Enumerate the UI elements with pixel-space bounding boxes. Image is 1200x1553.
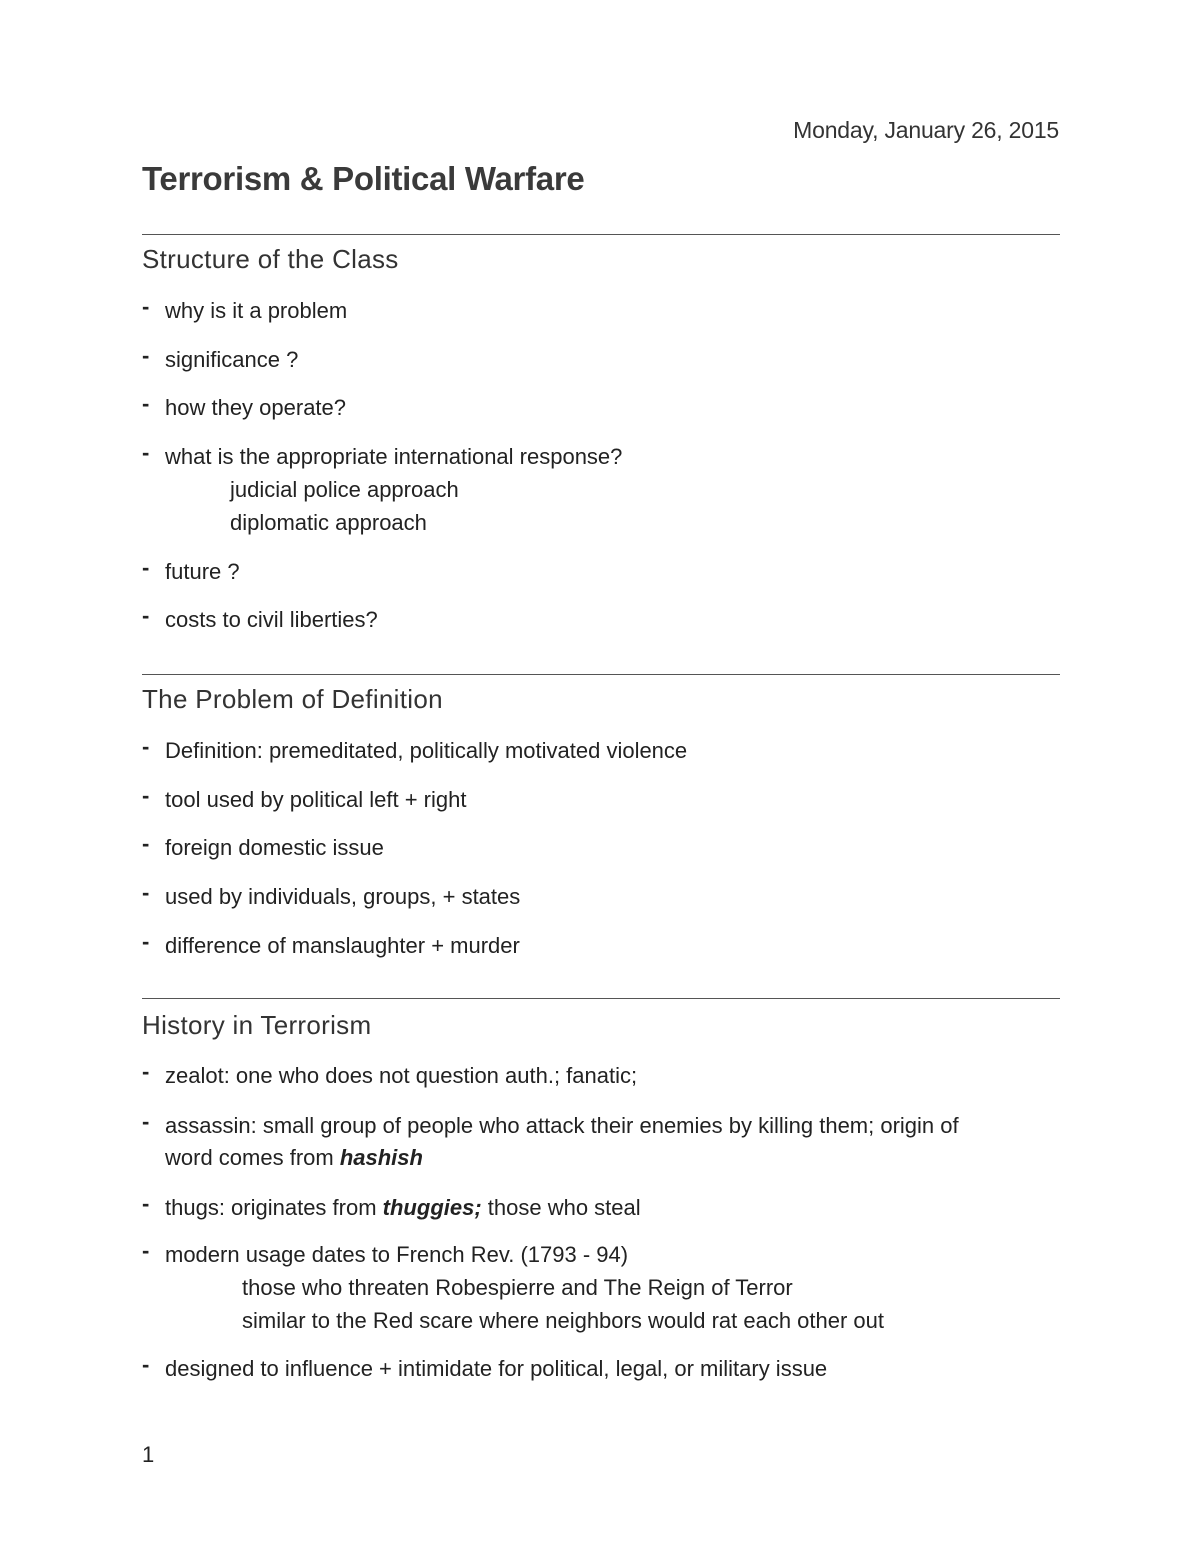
bullet-dash-icon: - [142, 343, 150, 368]
bullet-dash-icon: - [142, 831, 150, 856]
bullet-dash-icon: - [142, 1238, 150, 1263]
list-item: - zealot: one who does not question auth.; fanatic; [142, 1060, 1042, 1092]
list-item: - thugs: originates from thuggies; those who steal [142, 1192, 1042, 1224]
section-heading: Structure of the Class [142, 244, 399, 274]
list-item: - modern usage dates to French Rev. (1793 - 94) [142, 1239, 1042, 1271]
bullet-dash-icon: - [142, 391, 150, 416]
section-divider [142, 674, 1060, 675]
emphasized-term: thuggies; [382, 1195, 482, 1220]
list-item: - assassin: small group of people who attack their enemies by killing them; origin of word comes from hashish [142, 1110, 1042, 1174]
list-item: - how they operate? [142, 392, 1042, 424]
list-item: - difference of manslaughter + murder [142, 930, 1042, 962]
bullet-dash-icon: - [142, 929, 150, 954]
list-item: - costs to civil liberties? [142, 604, 1042, 636]
emphasized-term: hashish [339, 1145, 423, 1170]
bullet-dash-icon: - [142, 294, 150, 319]
bullet-dash-icon: - [142, 603, 150, 628]
bullet-dash-icon: - [142, 440, 150, 465]
list-item: - designed to influence + intimidate for political, legal, or military issue [142, 1353, 1042, 1385]
section-heading: The Problem of Definition [142, 684, 443, 714]
sub-item: judicial police approach [230, 477, 459, 502]
list-item: - tool used by political left + right [142, 784, 1042, 816]
list-item: - what is the appropriate international response? [142, 441, 1042, 473]
document-title: Terrorism & Political Warfare [142, 160, 585, 197]
list-item: - why is it a problem [142, 295, 1042, 327]
page-number: 1 [142, 1442, 155, 1467]
list-item: - used by individuals, groups, + states [142, 881, 1042, 913]
bullet-dash-icon: - [142, 1059, 150, 1084]
bullet-dash-icon: - [142, 555, 150, 580]
bullet-dash-icon: - [142, 1191, 150, 1216]
sub-item: diplomatic approach [230, 510, 427, 535]
sub-item: similar to the Red scare where neighbors would rat each other out [242, 1308, 885, 1333]
list-item: - future ? [142, 556, 1042, 588]
bullet-dash-icon: - [142, 1109, 150, 1134]
section-divider [142, 234, 1060, 235]
document-date: Monday, January 26, 2015 [793, 117, 1059, 143]
bullet-dash-icon: - [142, 1352, 150, 1377]
list-item: - Definition: premeditated, politically motivated violence [142, 735, 1042, 767]
section-heading: History in Terrorism [142, 1010, 372, 1040]
bullet-dash-icon: - [142, 880, 150, 905]
list-item: - foreign domestic issue [142, 832, 1042, 864]
bullet-dash-icon: - [142, 783, 150, 808]
section-divider [142, 998, 1060, 999]
bullet-dash-icon: - [142, 734, 150, 759]
sub-item: those who threaten Robespierre and The Reign of Terror [242, 1275, 793, 1300]
list-item: - significance ? [142, 344, 1042, 376]
